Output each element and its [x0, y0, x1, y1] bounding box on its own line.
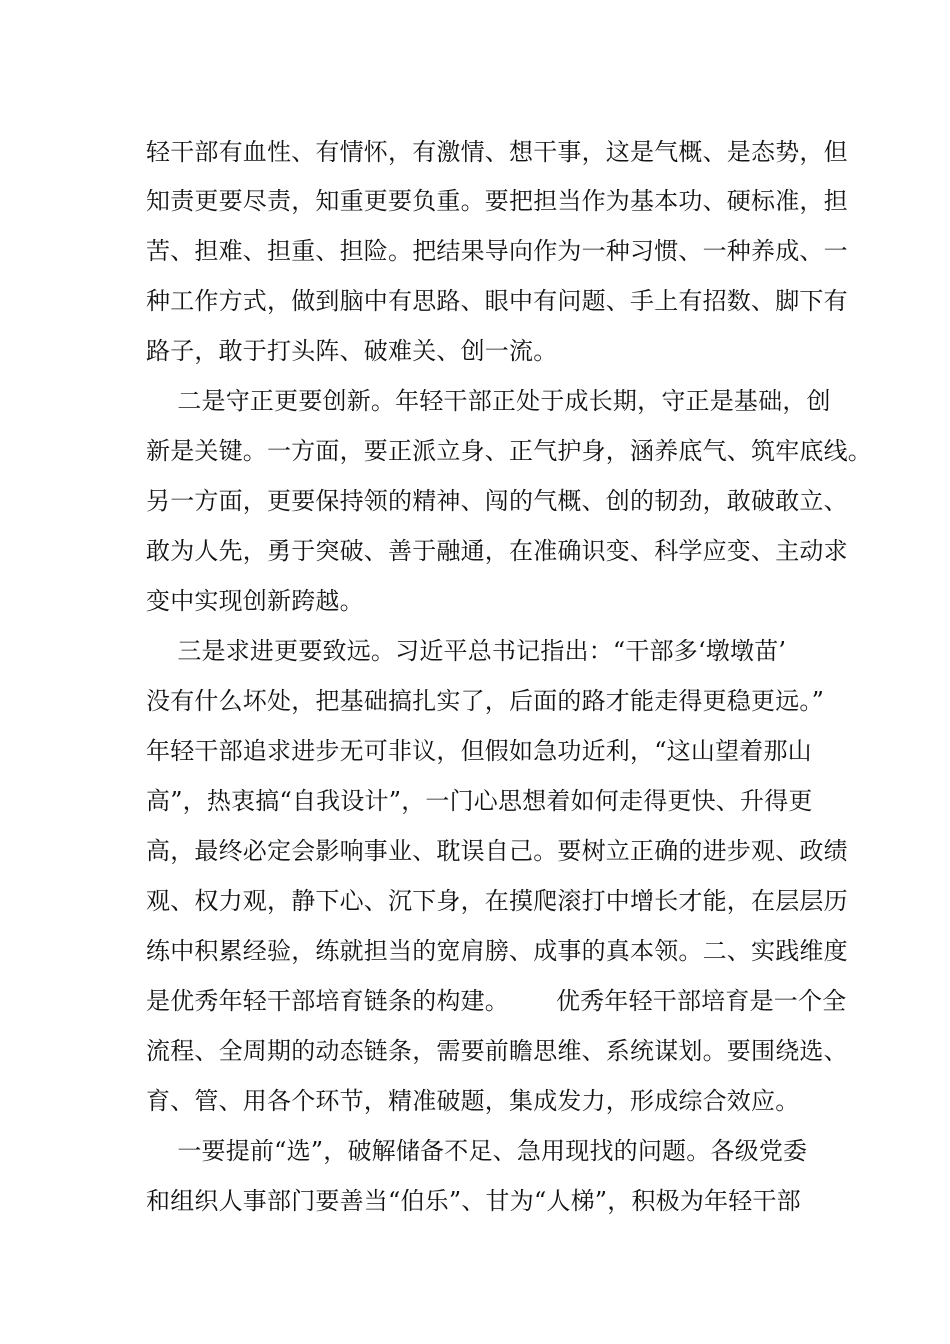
text-line-6: 二是守正更要创新。年轻干部正处于成长期，守正是基础，创: [146, 387, 831, 415]
text-line-3: 苦、担难、担重、担险。把结果导向作为一种习惯、一种养成、一: [146, 237, 848, 265]
text-line-11: 三是求进更要致远。习近平总书记指出：“干部多‘墩墩苗’: [146, 637, 787, 665]
text-line-18: 是优秀年轻干部培育链条的构建。 优秀年轻干部培育是一个全: [146, 987, 847, 1015]
text-line-4: 种工作方式，做到脑中有思路、眼中有问题、手上有招数、脚下有: [146, 287, 848, 315]
text-line-5: 路子，敢于打头阵、破难关、创一流。: [146, 337, 558, 365]
text-line-8: 另一方面，更要保持领的精神、闯的气概、创的韧劲，敢破敢立、: [146, 487, 848, 515]
text-line-9: 敢为人先，勇于突破、善于融通，在准确识变、科学应变、主动求: [146, 537, 848, 565]
text-line-20: 育、管、用各个环节，精准破题，集成发力，形成综合效应。: [146, 1087, 800, 1115]
text-line-21: 一要提前“选”，破解储备不足、急用现找的问题。各级党委: [146, 1137, 808, 1165]
text-line-19: 流程、全周期的动态链条，需要前瞻思维、系统谋划。要围绕选、: [146, 1037, 848, 1065]
text-line-13: 年轻干部追求进步无可非议，但假如急功近利，“这山望着那山: [146, 737, 812, 765]
text-line-22: 和组织人事部门要善当“伯乐”、甘为“人梯”，积极为年轻干部: [146, 1187, 801, 1215]
text-line-14: 高”，热衷搞“自我设计”，一门心思想着如何走得更快、升得更: [146, 787, 813, 815]
text-line-16: 观、权力观，静下心、沉下身，在摸爬滚打中增长才能，在层层历: [146, 887, 848, 915]
text-line-12: 没有什么坏处，把基础搞扎实了，后面的路才能走得更稳更远。”: [146, 687, 825, 715]
text-line-10: 变中实现创新跨越。: [146, 587, 364, 615]
text-line-7: 新是关键。一方面，要正派立身、正气护身，涵养底气、筑牢底线。: [146, 437, 872, 465]
text-line-1: 轻干部有血性、有情怀，有激情、想干事，这是气概、是态势，但: [146, 138, 848, 166]
text-line-17: 练中积累经验，练就担当的宽肩膀、成事的真本领。二、实践维度: [146, 937, 848, 965]
text-line-15: 高，最终必定会影响事业、耽误自己。要树立正确的进步观、政绩: [146, 837, 848, 865]
text-line-2: 知责更要尽责，知重更要负重。要把担当作为基本功、硬标准，担: [146, 187, 848, 215]
